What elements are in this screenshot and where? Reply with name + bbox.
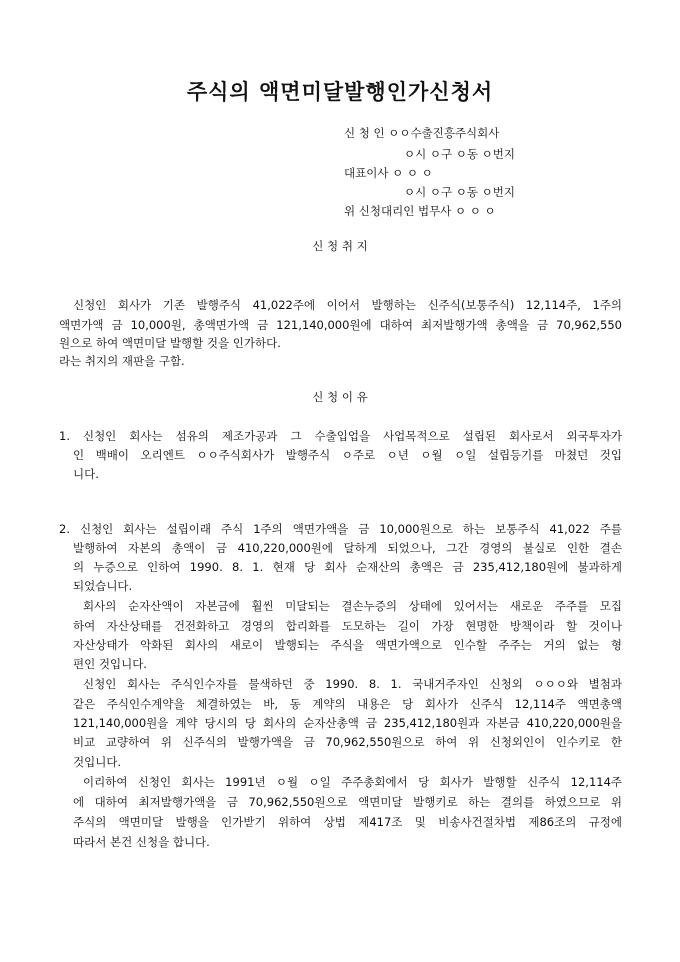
purpose-line: 라는 취지의 재판을 구함.: [59, 354, 185, 368]
agent-line: 위 신청대리인 법무사 ㅇ ㅇ ㅇ: [344, 204, 496, 218]
purpose-line: 액면가액 금 10,000원, 총액면가액 금 121,140,000원에 대하여 최저발행가액 총액을 금 70,962,550: [59, 318, 622, 332]
reasons-heading: 신 청 이 유: [312, 390, 368, 404]
reason2-line: 회사의 순자산액이 자본금에 훨씬 미달되는 결손누증의 상태에 있어서는 새로운 주주를 모집: [83, 599, 622, 613]
purpose-heading: 신 청 취 지: [312, 239, 368, 253]
representative-address: ㅇ시 ㅇ구 ㅇ동 ㅇ번지: [404, 185, 515, 199]
applicant-name: 신 청 인 ㅇㅇ수출진흥주식회사: [344, 126, 500, 140]
purpose-line: 신청인 회사가 기존 발행주식 41,022주에 이어서 발행하는 신주식(보통주식) 12,114주, 1주의: [73, 298, 622, 312]
reason2-line: 것입니다.: [73, 755, 122, 769]
reason2-line: 하여 자산상태를 건전화하고 경영의 합리화를 도모하는 길이 가장 현명한 방책이라 할 것이나: [73, 619, 622, 633]
purpose-line: 원으로 하여 액면미달 발행할 것을 인가하다.: [59, 336, 281, 350]
reason2-line: 따라서 본건 신청을 합니다.: [73, 835, 210, 849]
reason2-line: 신청인 회사는 주식인수자를 물색하던 중 1990. 8. 1. 국내거주자인 신청외 ㅇㅇㅇ와 별첨과: [83, 677, 622, 691]
reason1-line: 1. 신청인 회사는 섬유의 제조가공과 그 수출입업을 사업목적으로 설립된 회사로서 외국투자가: [59, 429, 622, 443]
reason2-line: 2. 신청인 회사는 설립이래 주식 1주의 액면가액을 금 10,000원으로 하는 보통주식 41,022 주를: [59, 522, 622, 536]
reason2-line: 주식의 액면미달 발행을 인가받기 위하여 상법 제417조 및 비송사건절차법 제86조의 규정에: [73, 815, 622, 829]
reason2-line: 자산상태가 악화된 회사의 새로이 발행되는 주식을 액면가액으로 인수할 주주는 거의 없는 형: [73, 638, 622, 652]
reason2-line: 비교 교량하여 위 신주식의 발행가액을 금 70,962,550원으로 하여 위 신청외인이 인수키로 한: [73, 735, 622, 749]
reason2-line: 발행하여 자본의 총액이 금 410,220,000원에 달하게 되었으나, 그간 경영의 불실로 인한 결손: [73, 541, 622, 555]
reason2-line: 편인 것입니다.: [73, 657, 147, 671]
reason2-line: 에 대하여 최저발행가액을 금 70,962,550원으로 액면미달 발행키로 하는 결의를 하였으므로 위: [73, 795, 622, 809]
reason2-line: 같은 주식인수계약을 체결하였는 바, 동 계약의 내용은 당 회사가 신주식 12,114주 액면총액: [73, 697, 622, 711]
reason2-line: 되었습니다.: [73, 579, 133, 593]
reason1-line: 니다.: [73, 467, 99, 481]
document-title: 주식의 액면미달발행인가신청서: [186, 79, 494, 104]
reason2-line: 이리하여 신청인 회사는 1991년 ㅇ월 ㅇ일 주주총회에서 당 회사가 발행할 신주식 12,114주: [83, 775, 622, 789]
representative: 대표이사 ㅇ ㅇ ㅇ: [344, 166, 433, 180]
reason2-line: 121,140,000원을 계약 당시의 당 회사의 순자산총액 금 235,412,180원과 자본금 410,220,000원을: [73, 716, 622, 730]
applicant-address: ㅇ시 ㅇ구 ㅇ동 ㅇ번지: [404, 147, 515, 161]
reason2-line: 의 누증으로 인하여 1990. 8. 1. 현재 당 회사 순재산의 총액은 금 235,412,180원에 불과하게: [73, 560, 622, 574]
reason1-line: 인 백배이 오리엔트 ㅇㅇ주식회사가 발행주식 ㅇ주로 ㅇ년 ㅇ월 ㅇ일 설립등기를 마쳤던 것입: [73, 448, 622, 462]
